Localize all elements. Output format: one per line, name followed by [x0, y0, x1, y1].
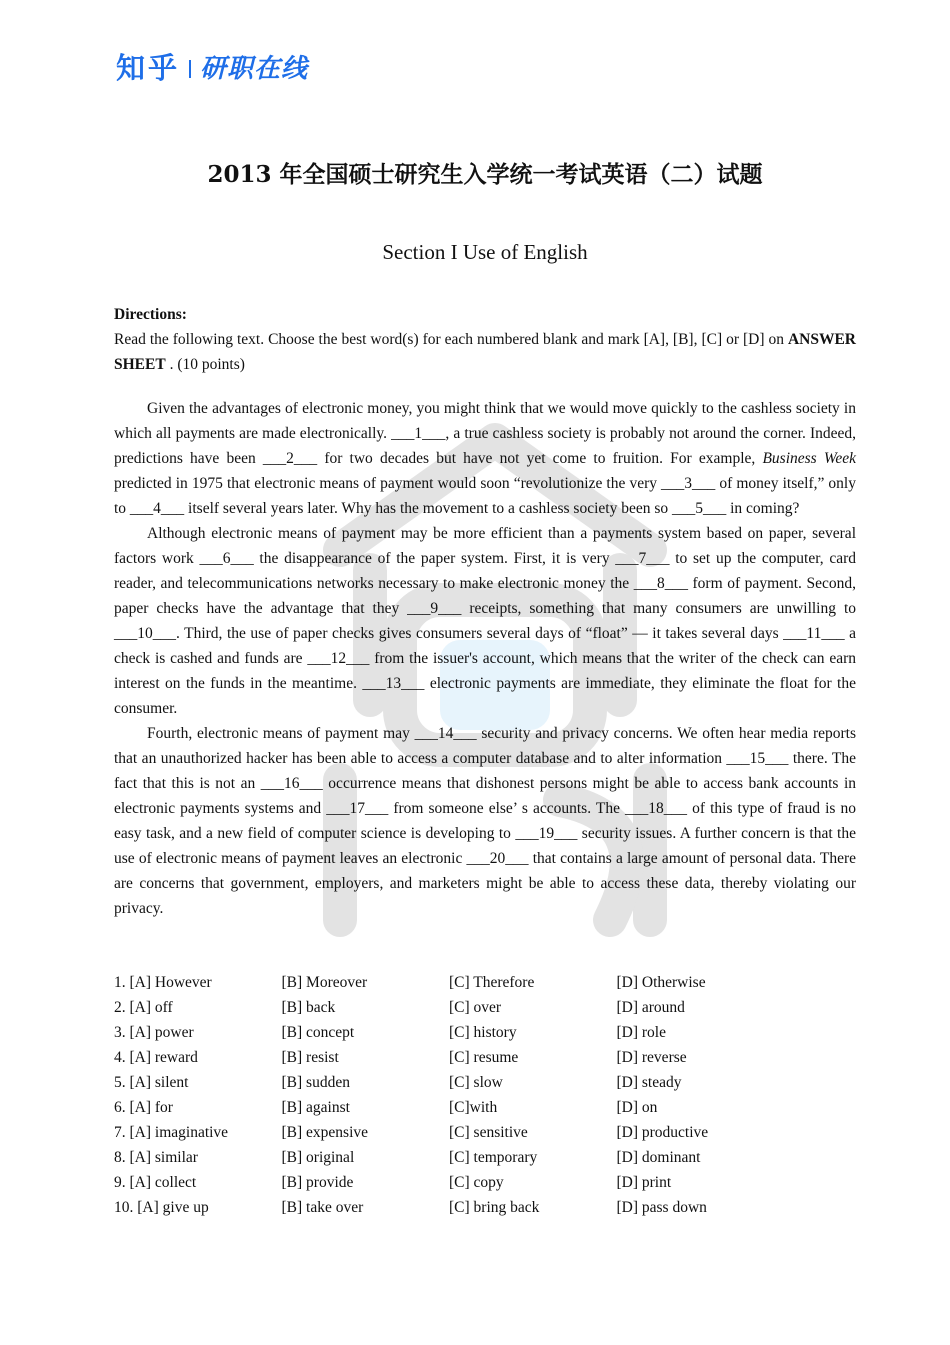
option-b: [B] take over	[281, 1199, 364, 1216]
option-d: [D] steady	[616, 1074, 682, 1091]
option-a: 6. [A] for	[114, 1099, 173, 1116]
option-d: [D] productive	[616, 1124, 709, 1141]
zhihu-logo	[116, 46, 308, 87]
option-b: [B] resist	[281, 1049, 339, 1066]
option-b: [B] provide	[281, 1174, 354, 1191]
option-d: [D] dominant	[616, 1149, 701, 1166]
paragraph-1-text: Given the advantages of electronic money, you might think that we would move quickly to the cashless society in which all payments are made electronically. ___1___, a true cashless society is probably not around the corner. Indeed, predictions have been ___2___ for two decades but have not yet come to fruition. For example,	[114, 400, 856, 467]
option-a: 10. [A] give up	[114, 1199, 209, 1216]
option-row	[114, 995, 784, 1020]
option-c: [C] resume	[449, 1049, 519, 1066]
option-b: [B] concept	[281, 1024, 355, 1041]
logo-brand: 知乎	[116, 51, 181, 85]
passage-paragraph-2: Although electronic means of payment may be more efficient than a payments system based on paper, several factors work ___6___ the disappearance of the paper system. First, it is very ___7___ to set up the computer, card reader, and telecommunications networks necessary to make electronic money the ___8___ form of payment. Second, paper checks have the advantage that they ___9___ receipts, something that many consumers are unwilling to ___10___. Third, the use of paper checks gives consumers several days of “float” — it takes several days ___11___ a check is cashed and funds are ___12___ from the issuer's account, which means that the writer of the check can earn interest on the funds in the meantime. ___13___ electronic payments are immediate, they eliminate the float for the consumer.	[114, 525, 856, 717]
option-d: [D] print	[616, 1174, 672, 1191]
exam-title: 2013 年全国硕士研究生入学统一考试英语（二）试题	[207, 161, 763, 188]
option-d: [D] reverse	[616, 1049, 687, 1066]
section-heading: Section I Use of English	[382, 240, 588, 264]
option-c: [C]with	[449, 1099, 498, 1116]
option-b: [B] expensive	[281, 1124, 369, 1141]
option-row	[114, 1020, 784, 1045]
option-d: [D] role	[616, 1024, 666, 1041]
option-b: [B] sudden	[281, 1074, 350, 1091]
option-a: 7. [A] imaginative	[114, 1124, 229, 1141]
option-row	[114, 1070, 784, 1095]
option-c: [C] temporary	[449, 1149, 538, 1166]
option-b: [B] Moreover	[281, 974, 368, 991]
option-c: [C] copy	[449, 1174, 504, 1191]
directions-text	[114, 327, 856, 377]
option-c: [C] over	[449, 999, 502, 1016]
exam-body	[114, 302, 856, 921]
paragraph-1-italic: Business Week	[762, 450, 856, 467]
logo-product: 研职在线	[200, 54, 309, 84]
option-row	[114, 1170, 784, 1195]
option-a: 1. [A] However	[114, 974, 212, 991]
directions-points: . (10 points)	[165, 356, 245, 373]
paragraph-1-rest: predicted in 1975 that electronic means of payment would soon “revolutionize the very ___3___ of money itself,” only to ___4___ itself several years later. Why has the movement to a cashless society been so ___5___ in coming?	[114, 475, 856, 517]
option-row	[114, 1120, 784, 1145]
option-b: [B] against	[281, 1099, 350, 1116]
option-c: [C] history	[449, 1024, 517, 1041]
option-a: 8. [A] similar	[114, 1149, 198, 1166]
option-c: [C] slow	[449, 1074, 503, 1091]
directions-label: Directions:	[114, 306, 187, 323]
answer-options	[114, 970, 784, 1220]
option-d: [D] pass down	[616, 1199, 707, 1216]
option-a: 5. [A] silent	[114, 1074, 189, 1091]
directions-instruction: Read the following text. Choose the best word(s) for each numbered blank and mark [A], [B], [C] or [D] on	[114, 331, 784, 348]
option-row	[114, 1045, 784, 1070]
option-a: 2. [A] off	[114, 999, 173, 1016]
option-d: [D] on	[616, 1099, 658, 1116]
option-b: [B] original	[281, 1149, 355, 1166]
option-d: [D] Otherwise	[616, 974, 706, 991]
option-row	[114, 970, 784, 995]
option-b: [B] back	[281, 999, 336, 1016]
option-a: 4. [A] reward	[114, 1049, 198, 1066]
option-row	[114, 1145, 784, 1170]
passage-paragraph-3: Fourth, electronic means of payment may ___14___ security and privacy concerns. We often hear media reports that an unauthorized hacker has been able to access a computer database and to alter information ___15___ there. The fact that this is not an ___16___ occurrence means that dishonest persons might be able to access bank accounts in electronic payments systems and ___17___ from someone else’ s accounts. The ___18___ of this type of fraud is no easy task, and a new field of computer science is developing to ___19___ security issues. A further concern is that the use of electronic means of payment leaves an electronic ___20___ that contains a large amount of personal data. There are concerns that government, employers, and marketers might be able to access these data, thereby violating our privacy.	[114, 725, 856, 917]
option-c: [C] sensitive	[449, 1124, 528, 1141]
option-a: 9. [A] collect	[114, 1174, 197, 1191]
option-c: [C] Therefore	[449, 974, 535, 991]
option-c: [C] bring back	[449, 1199, 540, 1216]
option-row	[114, 1095, 784, 1120]
option-d: [D] around	[616, 999, 685, 1016]
passage-paragraph-1	[114, 396, 856, 521]
logo-divider	[189, 60, 191, 78]
answer-sheet-label: ANSWER SHEET	[114, 331, 856, 373]
option-a: 3. [A] power	[114, 1024, 194, 1041]
option-row	[114, 1195, 784, 1220]
